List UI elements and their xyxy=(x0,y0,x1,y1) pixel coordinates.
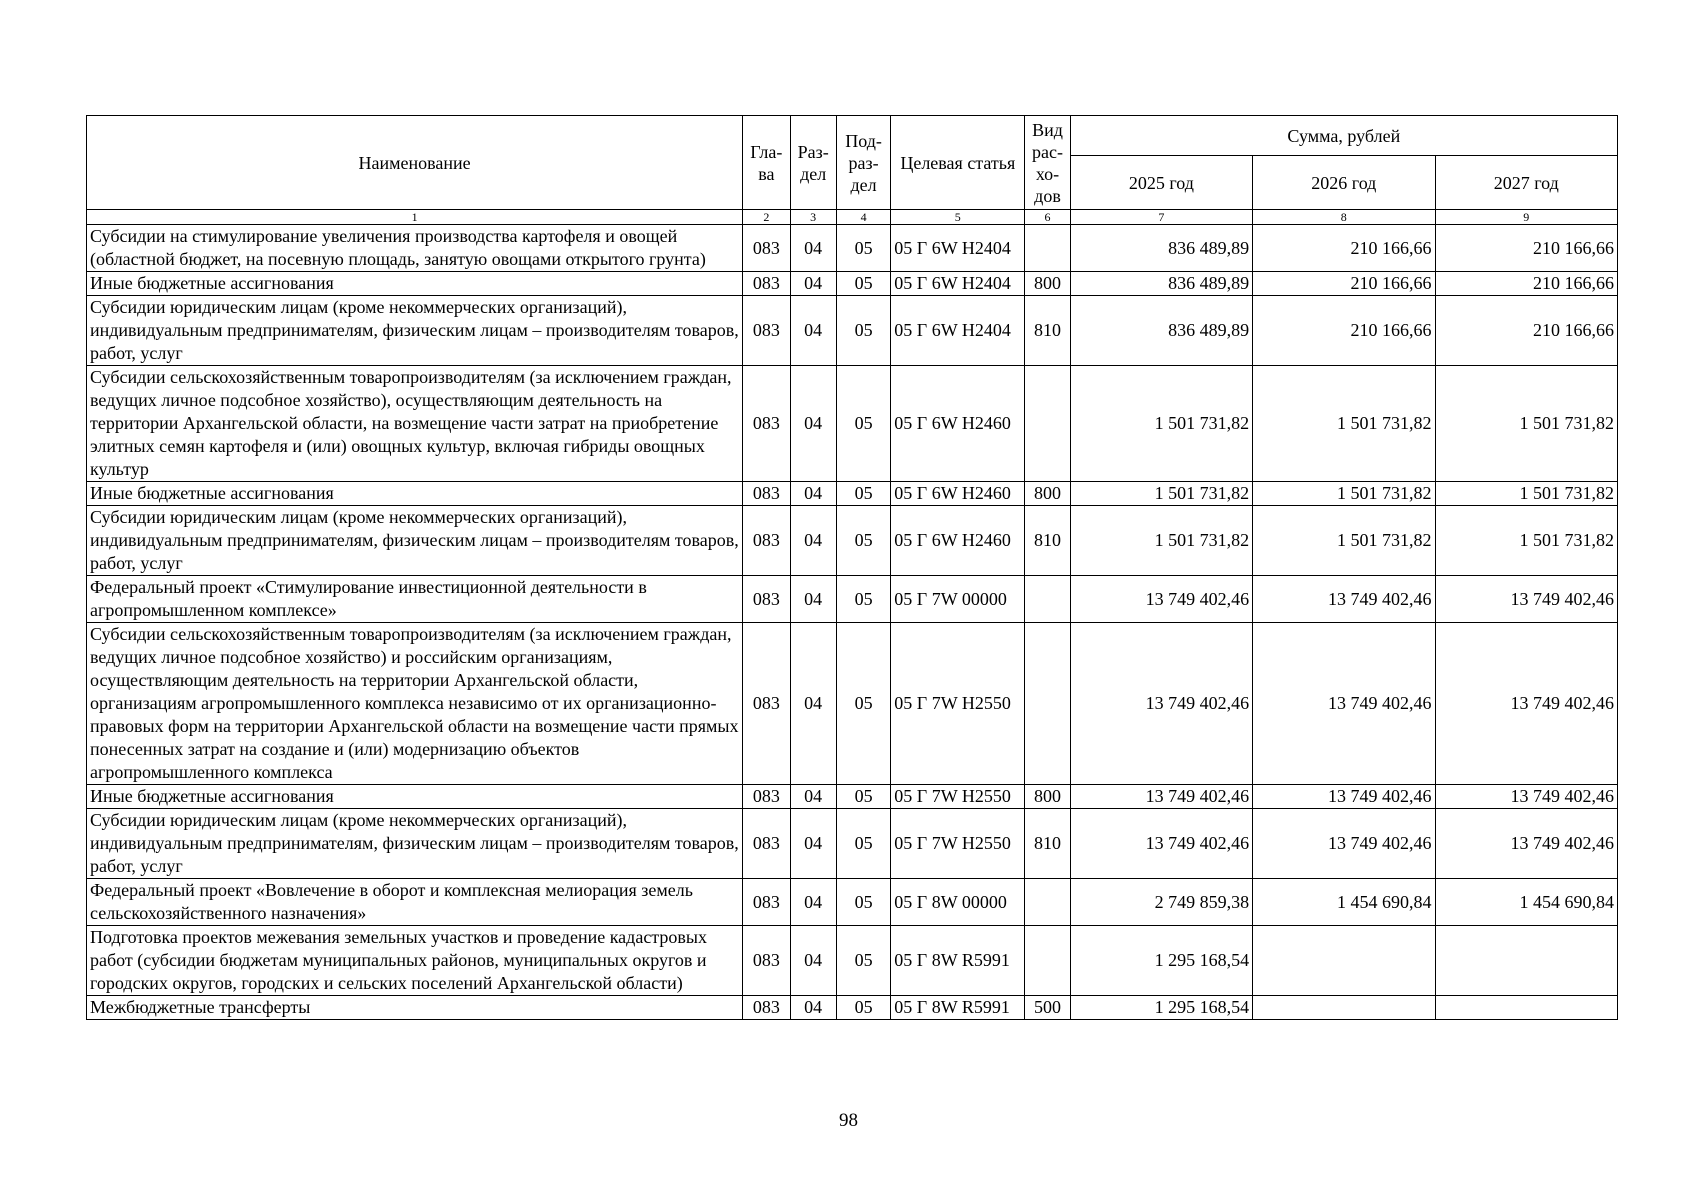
row-glava: 083 xyxy=(743,296,790,366)
row-sum-2025: 836 489,89 xyxy=(1070,225,1252,272)
row-sum-2026 xyxy=(1253,996,1435,1020)
col-number: 4 xyxy=(836,210,890,225)
row-vid: 800 xyxy=(1025,272,1070,296)
header-name: Наименование xyxy=(87,116,743,210)
row-sum-2027: 1 501 731,82 xyxy=(1435,482,1617,506)
row-sum-2026: 13 749 402,46 xyxy=(1253,576,1435,623)
row-sum-2026: 13 749 402,46 xyxy=(1253,785,1435,809)
row-sum-2025: 2 749 859,38 xyxy=(1070,879,1252,926)
header-glava: Гла-ва xyxy=(743,116,790,210)
header-vid: Вид рас-хо-дов xyxy=(1025,116,1070,210)
row-razdel: 04 xyxy=(790,926,836,996)
table-row xyxy=(87,366,1618,482)
row-name: Субсидии юридическим лицам (кроме некоммерческих организаций), индивидуальным предпринимателям, физическим лицам – производителям товаров, работ, услуг xyxy=(87,809,743,879)
row-razdel: 04 xyxy=(790,576,836,623)
row-sum-2027: 1 501 731,82 xyxy=(1435,506,1617,576)
row-sum-2025: 1 501 731,82 xyxy=(1070,506,1252,576)
row-target: 05 Г 6W Н2404 xyxy=(891,225,1025,272)
row-podrazdel: 05 xyxy=(836,225,890,272)
col-number: 1 xyxy=(87,210,743,225)
row-vid: 810 xyxy=(1025,506,1070,576)
row-podrazdel: 05 xyxy=(836,506,890,576)
row-sum-2027 xyxy=(1435,926,1617,996)
col-number: 3 xyxy=(790,210,836,225)
row-name: Межбюджетные трансферты xyxy=(87,996,743,1020)
row-name: Иные бюджетные ассигнования xyxy=(87,272,743,296)
row-name: Субсидии на стимулирование увеличения производства картофеля и овощей (областной бюджет, на посевную площадь, занятую овощами открытого грунта) xyxy=(87,225,743,272)
row-target: 05 Г 7W Н2550 xyxy=(891,623,1025,785)
table-row xyxy=(87,996,1618,1020)
row-sum-2027: 13 749 402,46 xyxy=(1435,809,1617,879)
row-target: 05 Г 8W R5991 xyxy=(891,996,1025,1020)
row-glava: 083 xyxy=(743,926,790,996)
row-sum-2026: 1 501 731,82 xyxy=(1253,366,1435,482)
col-number: 9 xyxy=(1435,210,1617,225)
row-podrazdel: 05 xyxy=(836,366,890,482)
row-razdel: 04 xyxy=(790,785,836,809)
header-year-2027: 2027 год xyxy=(1435,156,1617,210)
table-row xyxy=(87,785,1618,809)
row-name: Субсидии юридическим лицам (кроме некоммерческих организаций), индивидуальным предпринимателям, физическим лицам – производителям товаров, работ, услуг xyxy=(87,296,743,366)
row-razdel: 04 xyxy=(790,272,836,296)
row-sum-2027 xyxy=(1435,996,1617,1020)
row-sum-2026: 1 454 690,84 xyxy=(1253,879,1435,926)
row-vid: 500 xyxy=(1025,996,1070,1020)
row-glava: 083 xyxy=(743,366,790,482)
row-razdel: 04 xyxy=(790,809,836,879)
row-name: Иные бюджетные ассигнования xyxy=(87,482,743,506)
row-vid: 810 xyxy=(1025,296,1070,366)
table-row xyxy=(87,272,1618,296)
row-razdel: 04 xyxy=(790,482,836,506)
row-glava: 083 xyxy=(743,225,790,272)
row-sum-2027: 13 749 402,46 xyxy=(1435,576,1617,623)
row-vid xyxy=(1025,366,1070,482)
row-razdel: 04 xyxy=(790,296,836,366)
row-glava: 083 xyxy=(743,996,790,1020)
row-target: 05 Г 6W Н2404 xyxy=(891,296,1025,366)
row-glava: 083 xyxy=(743,272,790,296)
row-sum-2026: 1 501 731,82 xyxy=(1253,506,1435,576)
row-podrazdel: 05 xyxy=(836,623,890,785)
row-vid: 800 xyxy=(1025,785,1070,809)
col-number: 8 xyxy=(1253,210,1435,225)
table-row xyxy=(87,809,1618,879)
row-sum-2027: 210 166,66 xyxy=(1435,225,1617,272)
row-target: 05 Г 6W Н2460 xyxy=(891,506,1025,576)
row-name: Подготовка проектов межевания земельных участков и проведение кадастровых работ (субсидии бюджетам муниципальных районов, муниципальных округов и городских округов, городских и сельских поселений Архангельской области) xyxy=(87,926,743,996)
table-row xyxy=(87,623,1618,785)
row-podrazdel: 05 xyxy=(836,809,890,879)
table-row xyxy=(87,482,1618,506)
row-sum-2025: 13 749 402,46 xyxy=(1070,623,1252,785)
table-row xyxy=(87,296,1618,366)
row-razdel: 04 xyxy=(790,996,836,1020)
row-vid: 810 xyxy=(1025,809,1070,879)
header-target: Целевая статья xyxy=(891,116,1025,210)
col-number: 5 xyxy=(891,210,1025,225)
row-sum-2027: 13 749 402,46 xyxy=(1435,785,1617,809)
budget-table xyxy=(86,115,1618,1020)
row-razdel: 04 xyxy=(790,225,836,272)
row-glava: 083 xyxy=(743,506,790,576)
col-number: 6 xyxy=(1025,210,1070,225)
row-razdel: 04 xyxy=(790,366,836,482)
row-name: Субсидии юридическим лицам (кроме некоммерческих организаций), индивидуальным предпринимателям, физическим лицам – производителям товаров, работ, услуг xyxy=(87,506,743,576)
row-sum-2026: 210 166,66 xyxy=(1253,296,1435,366)
row-target: 05 Г 6W Н2460 xyxy=(891,366,1025,482)
row-sum-2027: 13 749 402,46 xyxy=(1435,623,1617,785)
row-sum-2026: 13 749 402,46 xyxy=(1253,623,1435,785)
row-podrazdel: 05 xyxy=(836,272,890,296)
row-sum-2025: 836 489,89 xyxy=(1070,296,1252,366)
row-sum-2025: 13 749 402,46 xyxy=(1070,785,1252,809)
row-sum-2025: 1 295 168,54 xyxy=(1070,996,1252,1020)
row-vid xyxy=(1025,225,1070,272)
table-row xyxy=(87,576,1618,623)
header-sum: Сумма, рублей xyxy=(1070,116,1617,156)
row-podrazdel: 05 xyxy=(836,576,890,623)
row-sum-2027: 210 166,66 xyxy=(1435,272,1617,296)
header-podrazdel: Под-раз-дел xyxy=(836,116,890,210)
row-sum-2027: 1 454 690,84 xyxy=(1435,879,1617,926)
row-sum-2026: 210 166,66 xyxy=(1253,272,1435,296)
row-sum-2027: 1 501 731,82 xyxy=(1435,366,1617,482)
header-year-2026: 2026 год xyxy=(1253,156,1435,210)
col-number: 7 xyxy=(1070,210,1252,225)
row-vid xyxy=(1025,576,1070,623)
row-name: Иные бюджетные ассигнования xyxy=(87,785,743,809)
row-sum-2025: 13 749 402,46 xyxy=(1070,809,1252,879)
row-podrazdel: 05 xyxy=(836,996,890,1020)
row-target: 05 Г 6W Н2404 xyxy=(891,272,1025,296)
row-vid xyxy=(1025,926,1070,996)
row-podrazdel: 05 xyxy=(836,785,890,809)
row-glava: 083 xyxy=(743,623,790,785)
row-glava: 083 xyxy=(743,879,790,926)
row-razdel: 04 xyxy=(790,506,836,576)
table-row xyxy=(87,926,1618,996)
header-year-2025: 2025 год xyxy=(1070,156,1252,210)
row-podrazdel: 05 xyxy=(836,926,890,996)
table-row xyxy=(87,225,1618,272)
row-vid xyxy=(1025,879,1070,926)
row-target: 05 Г 7W Н2550 xyxy=(891,785,1025,809)
row-target: 05 Г 8W R5991 xyxy=(891,926,1025,996)
row-vid: 800 xyxy=(1025,482,1070,506)
table-row xyxy=(87,879,1618,926)
row-target: 05 Г 7W Н2550 xyxy=(891,809,1025,879)
row-sum-2026 xyxy=(1253,926,1435,996)
row-sum-2027: 210 166,66 xyxy=(1435,296,1617,366)
col-number: 2 xyxy=(743,210,790,225)
row-name: Федеральный проект «Вовлечение в оборот и комплексная мелиорация земель сельскохозяйственного назначения» xyxy=(87,879,743,926)
row-name: Субсидии сельскохозяйственным товаропроизводителям (за исключением граждан, ведущих личное подсобное хозяйство) и российским организациям, осуществляющим деятельность на территории Архангельской области, организациям агропромышленного комплекса независимо от их организационно-правовых форм на территории Архангельской области на возмещение части прямых понесенных затрат на создание и (или) модернизацию объектов агропромышленного комплекса xyxy=(87,623,743,785)
row-podrazdel: 05 xyxy=(836,879,890,926)
row-sum-2026: 210 166,66 xyxy=(1253,225,1435,272)
row-sum-2025: 13 749 402,46 xyxy=(1070,576,1252,623)
row-glava: 083 xyxy=(743,809,790,879)
row-sum-2026: 1 501 731,82 xyxy=(1253,482,1435,506)
row-target: 05 Г 7W 00000 xyxy=(891,576,1025,623)
row-target: 05 Г 8W 00000 xyxy=(891,879,1025,926)
row-glava: 083 xyxy=(743,576,790,623)
row-glava: 083 xyxy=(743,482,790,506)
row-razdel: 04 xyxy=(790,879,836,926)
header-razdel: Раз-дел xyxy=(790,116,836,210)
row-razdel: 04 xyxy=(790,623,836,785)
row-glava: 083 xyxy=(743,785,790,809)
row-podrazdel: 05 xyxy=(836,482,890,506)
row-sum-2025: 1 501 731,82 xyxy=(1070,366,1252,482)
row-target: 05 Г 6W Н2460 xyxy=(891,482,1025,506)
row-name: Федеральный проект «Стимулирование инвестиционной деятельности в агропромышленном комплексе» xyxy=(87,576,743,623)
row-sum-2025: 1 295 168,54 xyxy=(1070,926,1252,996)
row-vid xyxy=(1025,623,1070,785)
table-row xyxy=(87,506,1618,576)
row-podrazdel: 05 xyxy=(836,296,890,366)
row-name: Субсидии сельскохозяйственным товаропроизводителям (за исключением граждан, ведущих личное подсобное хозяйство), осуществляющим деятельность на территории Архангельской области, на возмещение части затрат на приобретение элитных семян картофеля и (или) овощных культур, включая гибриды овощных культур xyxy=(87,366,743,482)
row-sum-2025: 1 501 731,82 xyxy=(1070,482,1252,506)
row-sum-2026: 13 749 402,46 xyxy=(1253,809,1435,879)
row-sum-2025: 836 489,89 xyxy=(1070,272,1252,296)
page-number: 98 xyxy=(839,1110,858,1131)
